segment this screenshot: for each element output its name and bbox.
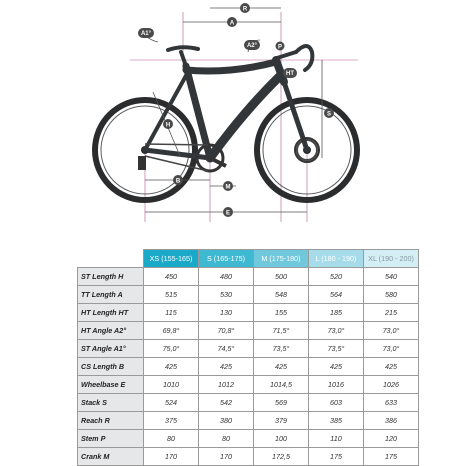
table-cell: 425 <box>144 358 199 376</box>
table-row <box>78 430 419 448</box>
table-cell: 75,0° <box>144 340 199 358</box>
marker-A <box>227 17 237 27</box>
table-row <box>78 340 419 358</box>
stem <box>277 52 296 58</box>
table-row <box>78 394 419 412</box>
table-row <box>78 358 419 376</box>
handlebar <box>296 46 312 70</box>
table-cell: 170 <box>144 448 199 466</box>
table-cell: 386 <box>364 412 419 430</box>
table-cell: 1026 <box>364 376 419 394</box>
table-cell: 175 <box>364 448 419 466</box>
table-cell: 385 <box>309 412 364 430</box>
table-cell: 69,8° <box>144 322 199 340</box>
marker-B <box>173 175 183 185</box>
marker-M <box>223 181 233 191</box>
row-label: Stack S <box>78 394 144 412</box>
size-header-m: M (175-180) <box>254 250 309 268</box>
table-cell: 520 <box>309 268 364 286</box>
size-header-xs: XS (155-165) <box>144 250 199 268</box>
table-cell: 633 <box>364 394 419 412</box>
row-label: ST Length H <box>78 268 144 286</box>
table-cell: 73,5° <box>309 340 364 358</box>
label-P: P <box>277 44 283 51</box>
table-cell: 1012 <box>199 376 254 394</box>
marker-A2 <box>244 40 260 50</box>
table-cell: 540 <box>364 268 419 286</box>
table-cell: 73,0° <box>364 322 419 340</box>
top-tube <box>186 62 276 71</box>
label-A: A <box>229 20 235 27</box>
geometry-table-body <box>78 268 419 466</box>
table-cell: 73,0° <box>309 322 364 340</box>
table-cell: 170 <box>199 448 254 466</box>
rear-derailleur <box>138 156 146 170</box>
table-cell: 130 <box>199 304 254 322</box>
table-cell: 1016 <box>309 376 364 394</box>
table-cell: 375 <box>144 412 199 430</box>
table-cell: 80 <box>144 430 199 448</box>
marker-A1 <box>138 28 154 38</box>
table-cell: 380 <box>199 412 254 430</box>
seatstay <box>145 72 188 150</box>
table-cell: 564 <box>309 286 364 304</box>
table-cell: 500 <box>254 268 309 286</box>
row-label: Crank M <box>78 448 144 466</box>
table-cell: 425 <box>309 358 364 376</box>
marker-E <box>223 207 233 217</box>
table-cell: 548 <box>254 286 309 304</box>
marker-S <box>324 108 334 118</box>
marker-HT <box>283 68 297 78</box>
label-S: S <box>326 111 332 118</box>
table-cell: 530 <box>199 286 254 304</box>
label-HT: HT <box>286 71 294 77</box>
table-cell: 80 <box>199 430 254 448</box>
table-cell: 73,5° <box>254 340 309 358</box>
table-cell: 175 <box>309 448 364 466</box>
label-H: H <box>165 122 171 129</box>
table-row <box>78 322 419 340</box>
table-cell: 71,5° <box>254 322 309 340</box>
marker-H <box>163 119 173 129</box>
label-A1: A1° <box>140 31 152 37</box>
row-label: ST Angle A1° <box>78 340 144 358</box>
marker-R <box>240 3 250 13</box>
row-label: TT Length A <box>78 286 144 304</box>
table-cell: 155 <box>254 304 309 322</box>
table-cell: 70,8° <box>199 322 254 340</box>
table-cell: 524 <box>144 394 199 412</box>
table-cell: 580 <box>364 286 419 304</box>
label-B: B <box>175 178 181 185</box>
table-cell: 425 <box>199 358 254 376</box>
label-E: E <box>225 210 231 217</box>
table-cell: 120 <box>364 430 419 448</box>
table-row <box>78 412 419 430</box>
header-corner <box>78 250 144 268</box>
row-label: HT Angle A2° <box>78 322 144 340</box>
size-header-row <box>78 250 419 268</box>
geometry-table <box>77 249 419 466</box>
table-row <box>78 304 419 322</box>
table-cell: 425 <box>254 358 309 376</box>
fork <box>284 82 307 150</box>
row-label: HT Length HT <box>78 304 144 322</box>
label-M: M <box>225 184 231 191</box>
table-cell: 425 <box>364 358 419 376</box>
table-cell: 172,5 <box>254 448 309 466</box>
row-label: Reach R <box>78 412 144 430</box>
size-header-l: L (180 - 190) <box>309 250 364 268</box>
table-row <box>78 448 419 466</box>
row-label: Stem P <box>78 430 144 448</box>
label-R: R <box>242 6 248 13</box>
table-cell: 110 <box>309 430 364 448</box>
table-cell: 542 <box>199 394 254 412</box>
seatpost <box>181 52 186 66</box>
table-cell: 1010 <box>144 376 199 394</box>
table-row <box>78 286 419 304</box>
table-cell: 450 <box>144 268 199 286</box>
table-cell: 74,5° <box>199 340 254 358</box>
table-cell: 603 <box>309 394 364 412</box>
table-cell: 480 <box>199 268 254 286</box>
table-cell: 100 <box>254 430 309 448</box>
table-row <box>78 376 419 394</box>
table-cell: 185 <box>309 304 364 322</box>
table-row <box>78 268 419 286</box>
size-header-s: S (165-175) <box>199 250 254 268</box>
table-cell: 569 <box>254 394 309 412</box>
marker-P <box>276 42 285 51</box>
row-label: CS Length B <box>78 358 144 376</box>
table-cell: 1014,5 <box>254 376 309 394</box>
table-cell: 515 <box>144 286 199 304</box>
size-header-xl: XL (190 - 200) <box>364 250 419 268</box>
table-cell: 215 <box>364 304 419 322</box>
row-label: Wheelbase E <box>78 376 144 394</box>
table-cell: 73,0° <box>364 340 419 358</box>
table-cell: 115 <box>144 304 199 322</box>
label-A2: A2° <box>246 43 258 49</box>
bike-geometry-diagram <box>0 0 452 232</box>
table-cell: 379 <box>254 412 309 430</box>
